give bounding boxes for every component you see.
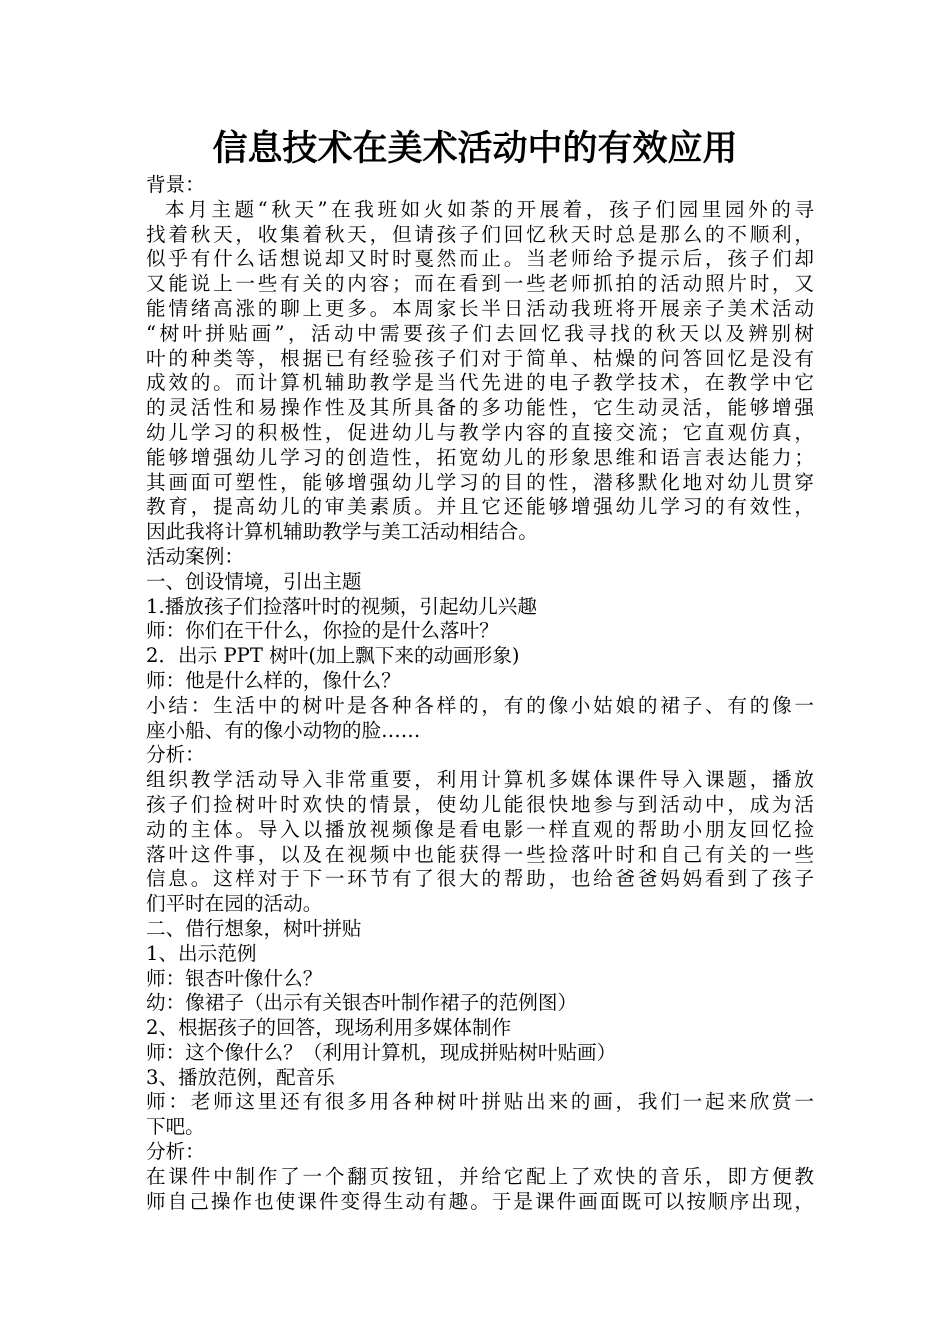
paragraph-line: 1、出示范例 <box>146 941 257 965</box>
paragraph-line: 叶的种类等，根据已有经验孩子们对于简单、枯燥的问答回忆是没有 <box>146 346 814 370</box>
paragraph-line: 其画面可塑性，能够增强幼儿学习的目的性，潜移默化地对幼儿贯穿 <box>146 470 814 494</box>
paragraph-line: 二、借行想象，树叶拼贴 <box>146 916 362 940</box>
paragraph-line: 本月主题“秋天”在我班如火如荼的开展着，孩子们园里园外的寻 <box>165 197 814 221</box>
paragraph-line: 孩子们捡树叶时欢快的情景，使幼儿能很快地参与到活动中，成为活 <box>146 792 814 816</box>
paragraph-line: 在课件中制作了一个翻页按钮，并给它配上了欢快的音乐，即方便教 <box>146 1164 814 1188</box>
paragraph-line: 师：你们在干什么，你捡的是什么落叶？ <box>146 619 499 643</box>
paragraph-line: 1.播放孩子们捡落叶时的视频，引起幼儿兴趣 <box>146 594 537 618</box>
paragraph-line: 师：老师这里还有很多用各种树叶拼贴出来的画，我们一起来欣赏一 <box>146 1090 814 1114</box>
paragraph-line: 分析： <box>146 1140 205 1164</box>
paragraph-line: 师：这个像什么？（利用计算机，现成拼贴树叶贴画） <box>146 1040 617 1064</box>
paragraph-line: 活动案例： <box>146 544 244 568</box>
paragraph-line: 背景： <box>146 173 205 196</box>
paragraph-line: 落叶这件事，以及在视频中也能获得一些捡落叶时和自己有关的一些 <box>146 842 814 866</box>
paragraph-line: 的灵活性和易操作性及其所具备的多功能性，它生动灵活，能够增强 <box>146 396 814 420</box>
paragraph-line: 幼：像裙子（出示有关银杏叶制作裙子的范例图） <box>146 991 578 1015</box>
paragraph-line: 组织教学活动导入非常重要，利用计算机多媒体课件导入课题，播放 <box>146 768 814 792</box>
paragraph-line: 师自己操作也使课件变得生动有趣。于是课件画面既可以按顺序出现， <box>146 1189 814 1213</box>
paragraph-line: 能情绪高涨的聊上更多。本周家长半日活动我班将开展亲子美术活动 <box>146 296 814 320</box>
paragraph-line: 座小船、有的像小动物的脸…… <box>146 718 421 742</box>
paragraph-line: 似乎有什么话想说却又时时戛然而止。当老师给予提示后，孩子们却 <box>146 247 814 271</box>
paragraph-line: 下吧。 <box>146 1115 205 1139</box>
paragraph-line: 们平时在园的活动。 <box>146 892 323 916</box>
paragraph-line: 又能说上一些有关的内容；而在看到一些老师抓拍的活动照片时，又 <box>146 272 814 296</box>
document-body <box>146 173 814 1214</box>
paragraph-line: 2．出示 PPT 树叶(加上飘下来的动画形象) <box>146 644 520 668</box>
paragraph-line: 师：银杏叶像什么？ <box>146 966 323 990</box>
paragraph-line: 能够增强幼儿学习的创造性，拓宽幼儿的形象思维和语言表达能力； <box>146 445 814 469</box>
paragraph-line: 动的主体。导入以播放视频像是看电影一样直观的帮助小朋友回忆捡 <box>146 817 814 841</box>
paragraph-line: 成效的。而计算机辅助教学是当代先进的电子教学技术，在教学中它 <box>146 371 814 395</box>
document-title: 信息技术在美术活动中的有效应用 <box>212 129 738 169</box>
paragraph-line: 师：他是什么样的，像什么？ <box>146 668 401 692</box>
paragraph-line: 分析： <box>146 743 205 767</box>
paragraph-line: 幼儿学习的积极性，促进幼儿与教学内容的直接交流；它直观仿真， <box>146 420 814 444</box>
paragraph-line: 3、播放范例，配音乐 <box>146 1065 335 1089</box>
paragraph-line: 教育，提高幼儿的审美素质。并且它还能够增强幼儿学习的有效性， <box>146 495 814 519</box>
paragraph-line: “树叶拼贴画”，活动中需要孩子们去回忆我寻找的秋天以及辨别树 <box>146 321 814 345</box>
paragraph-line: 因此我将计算机辅助教学与美工活动相结合。 <box>146 520 538 544</box>
paragraph-line: 找着秋天，收集着秋天，但请孩子们回忆秋天时总是那么的不顺利， <box>146 222 814 246</box>
paragraph-line: 信息。这样对于下一环节有了很大的帮助，也给爸爸妈妈看到了孩子 <box>146 867 814 891</box>
paragraph-line: 小结：生活中的树叶是各种各样的，有的像小姑娘的裙子、有的像一 <box>146 693 814 717</box>
paragraph-line: 2、根据孩子的回答，现场利用多媒体制作 <box>146 1016 512 1040</box>
paragraph-line: 一、创设情境，引出主题 <box>146 569 362 593</box>
